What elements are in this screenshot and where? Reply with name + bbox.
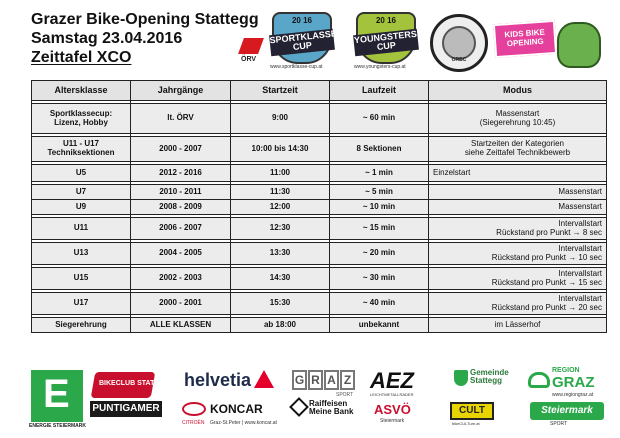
cell-startzeit: 14:30 bbox=[231, 268, 330, 290]
cell-jahrgang: 2010 - 2011 bbox=[131, 185, 231, 200]
table-row bbox=[32, 318, 607, 333]
cell-startzeit: 13:30 bbox=[231, 243, 330, 265]
koncar-label: Graz-St.Peter | www.koncar.at bbox=[210, 420, 277, 426]
cell-startzeit: 11:30 bbox=[231, 185, 330, 200]
gemeinde-stattegg-logo bbox=[470, 369, 509, 386]
raiffeisen-gable-icon bbox=[289, 397, 309, 417]
cell-klasse: U5 bbox=[32, 165, 131, 182]
puntigamer-logo: PUNTIGAMER bbox=[90, 401, 162, 417]
club-seal-icon bbox=[442, 26, 476, 60]
bikeclub-stattegg-logo bbox=[93, 372, 175, 398]
raiffeisen-logo bbox=[309, 400, 353, 417]
cell-klasse: Sportklassecup: Lizenz, Hobby bbox=[32, 104, 131, 134]
schedule-table bbox=[31, 80, 607, 333]
cell-modus: Massenstart bbox=[429, 200, 607, 215]
graz-letter: A bbox=[324, 370, 339, 390]
col-laufzeit: Laufzeit bbox=[330, 81, 429, 101]
stattegg-label: Stattegg bbox=[470, 376, 502, 386]
cell-jahrgang: 2000 - 2001 bbox=[131, 293, 231, 315]
youngsters-url: www.youngsters-cup.at bbox=[354, 64, 406, 70]
cell-startzeit: ab 18:00 bbox=[231, 318, 330, 333]
table-row bbox=[32, 137, 607, 162]
cult-logo: CULT bbox=[450, 402, 494, 420]
region-graz-logo: GRAZ bbox=[552, 374, 595, 391]
event-title: Grazer Bike-Opening Stattegg bbox=[31, 11, 259, 28]
citroen-icon bbox=[182, 402, 206, 416]
mascot-icon bbox=[557, 22, 601, 68]
cell-startzeit: 15:30 bbox=[231, 293, 330, 315]
cell-startzeit: 11:00 bbox=[231, 165, 330, 182]
cell-klasse: U11 bbox=[32, 218, 131, 240]
cell-klasse: U11 - U17 Techniksektionen bbox=[32, 137, 131, 162]
cell-laufzeit: ~ 1 min bbox=[330, 165, 429, 182]
cell-klasse: U17 bbox=[32, 293, 131, 315]
table-row bbox=[32, 218, 607, 240]
cell-laufzeit: ~ 30 min bbox=[330, 268, 429, 290]
cell-laufzeit: ~ 60 min bbox=[330, 104, 429, 134]
cell-modus: Massenstart (Siegerehrung 10:45) bbox=[429, 104, 607, 134]
region-graz-url: www.regiongraz.at bbox=[552, 392, 594, 398]
cell-laufzeit: ~ 15 min bbox=[330, 218, 429, 240]
cell-jahrgang: 2012 - 2016 bbox=[131, 165, 231, 182]
stattegg-crest-icon bbox=[454, 370, 468, 386]
oerv-flag-icon bbox=[238, 38, 264, 54]
cell-modus: Massenstart bbox=[429, 185, 607, 200]
cult-label: bikeCULTure.at bbox=[452, 421, 480, 426]
graz-sport-label: SPORT bbox=[336, 392, 354, 398]
helvetia-logo: helvetia bbox=[184, 370, 252, 390]
koncar-logo: KONCAR bbox=[210, 402, 263, 416]
table-row bbox=[32, 200, 607, 215]
table-row bbox=[32, 268, 607, 290]
oerv-logo-text: ÖRV bbox=[241, 56, 257, 63]
sportklasse-year: 20 16 bbox=[291, 16, 313, 25]
cell-modus: Intervallstart Rückstand pro Punkt → 20 sec bbox=[429, 293, 607, 315]
table-row bbox=[32, 185, 607, 200]
kids-bike-opening-logo bbox=[493, 20, 557, 58]
steiermark-sport-logo: Steiermark bbox=[530, 402, 604, 420]
aez-label: LEICHTMETALLRÄDER bbox=[370, 392, 414, 397]
youngsters-year: 20 16 bbox=[375, 16, 397, 25]
citroen-label: CITROËN bbox=[182, 420, 205, 426]
cell-startzeit: 12:00 bbox=[231, 200, 330, 215]
graz-sport-logo bbox=[292, 370, 356, 392]
cell-modus: Intervallstart Rückstand pro Punkt → 8 sec bbox=[429, 218, 607, 240]
steiermark-sport-label: SPORT bbox=[550, 421, 568, 427]
cell-laufzeit: ~ 5 min bbox=[330, 185, 429, 200]
raiffeisen-name: Raiffeisen bbox=[309, 399, 348, 408]
sportklasse-title: SPORTKLASSE CUP bbox=[269, 29, 335, 56]
cell-laufzeit: 8 Sektionen bbox=[330, 137, 429, 162]
cell-modus: Startzeiten der Kategorien siehe Zeittafel Technikbewerb bbox=[429, 137, 607, 162]
cell-modus: Intervallstart Rückstand pro Punkt → 10 sec bbox=[429, 243, 607, 265]
table-row bbox=[32, 243, 607, 265]
cell-jahrgang: lt. ÖRV bbox=[131, 104, 231, 134]
event-date: Samstag 23.04.2016 bbox=[31, 30, 183, 47]
cell-klasse: U15 bbox=[32, 268, 131, 290]
cell-jahrgang: 2004 - 2005 bbox=[131, 243, 231, 265]
sportklasse-cup-logo bbox=[269, 12, 338, 64]
cell-startzeit: 12:30 bbox=[231, 218, 330, 240]
kids-bike-opening-text: KIDS BIKE OPENING bbox=[504, 27, 546, 49]
schedule-title: Zeittafel XCO bbox=[31, 49, 132, 66]
table-row bbox=[32, 293, 607, 315]
cell-laufzeit: ~ 40 min bbox=[330, 293, 429, 315]
cell-jahrgang: 2000 - 2007 bbox=[131, 137, 231, 162]
youngsters-cup-logo bbox=[353, 12, 418, 64]
region-graz-icon bbox=[528, 372, 550, 388]
asvo-logo: ASVÖ bbox=[374, 402, 411, 417]
cell-modus: im Lässerhof bbox=[429, 318, 607, 333]
cell-modus: Intervallstart Rückstand pro Punkt → 15 sec bbox=[429, 268, 607, 290]
oerv-logo bbox=[233, 34, 267, 68]
club-seal-text: ORBC bbox=[451, 57, 467, 63]
graz-letter: Z bbox=[340, 370, 355, 390]
table-row bbox=[32, 165, 607, 182]
club-seal-logo bbox=[430, 14, 488, 72]
cell-klasse: U9 bbox=[32, 200, 131, 215]
helvetia-triangle-icon bbox=[254, 370, 274, 388]
gemeinde-label: Gemeinde bbox=[470, 368, 509, 377]
graz-letter: R bbox=[308, 370, 323, 390]
graz-letter: G bbox=[292, 370, 307, 390]
cell-laufzeit: ~ 10 min bbox=[330, 200, 429, 215]
cell-jahrgang: ALLE KLASSEN bbox=[131, 318, 231, 333]
aez-logo: AEZ bbox=[370, 368, 414, 393]
cell-startzeit: 9:00 bbox=[231, 104, 330, 134]
energie-logo-letter: E bbox=[43, 372, 70, 416]
cell-jahrgang: 2008 - 2009 bbox=[131, 200, 231, 215]
cell-klasse: U13 bbox=[32, 243, 131, 265]
cell-klasse: U7 bbox=[32, 185, 131, 200]
col-altersklasse: Altersklasse bbox=[32, 81, 131, 101]
col-modus: Modus bbox=[429, 81, 607, 101]
bikeclub-label: BIKECLUB STATTEGG bbox=[99, 380, 175, 387]
col-startzeit: Startzeit bbox=[231, 81, 330, 101]
col-jahrgaenge: Jahrgänge bbox=[131, 81, 231, 101]
cell-startzeit: 10:00 bis 14:30 bbox=[231, 137, 330, 162]
cell-laufzeit: unbekannt bbox=[330, 318, 429, 333]
cell-jahrgang: 2006 - 2007 bbox=[131, 218, 231, 240]
raiffeisen-slogan: Meine Bank bbox=[309, 407, 354, 417]
asvo-label: Steiermark bbox=[380, 418, 405, 424]
sportklasse-url: www.sportklasse-cup.at bbox=[270, 64, 323, 70]
cell-laufzeit: ~ 20 min bbox=[330, 243, 429, 265]
energie-steiermark-logo bbox=[31, 370, 83, 422]
cell-jahrgang: 2002 - 2003 bbox=[131, 268, 231, 290]
youngsters-title: YOUNGSTERS CUP bbox=[353, 29, 419, 56]
region-label: REGION bbox=[552, 367, 580, 374]
cell-modus: Einzelstart bbox=[429, 165, 607, 182]
cell-klasse: Siegerehrung bbox=[32, 318, 131, 333]
table-row bbox=[32, 104, 607, 134]
energie-steiermark-label: ENERGIE STEIERMARK bbox=[29, 423, 86, 429]
table-header-row bbox=[32, 81, 607, 101]
